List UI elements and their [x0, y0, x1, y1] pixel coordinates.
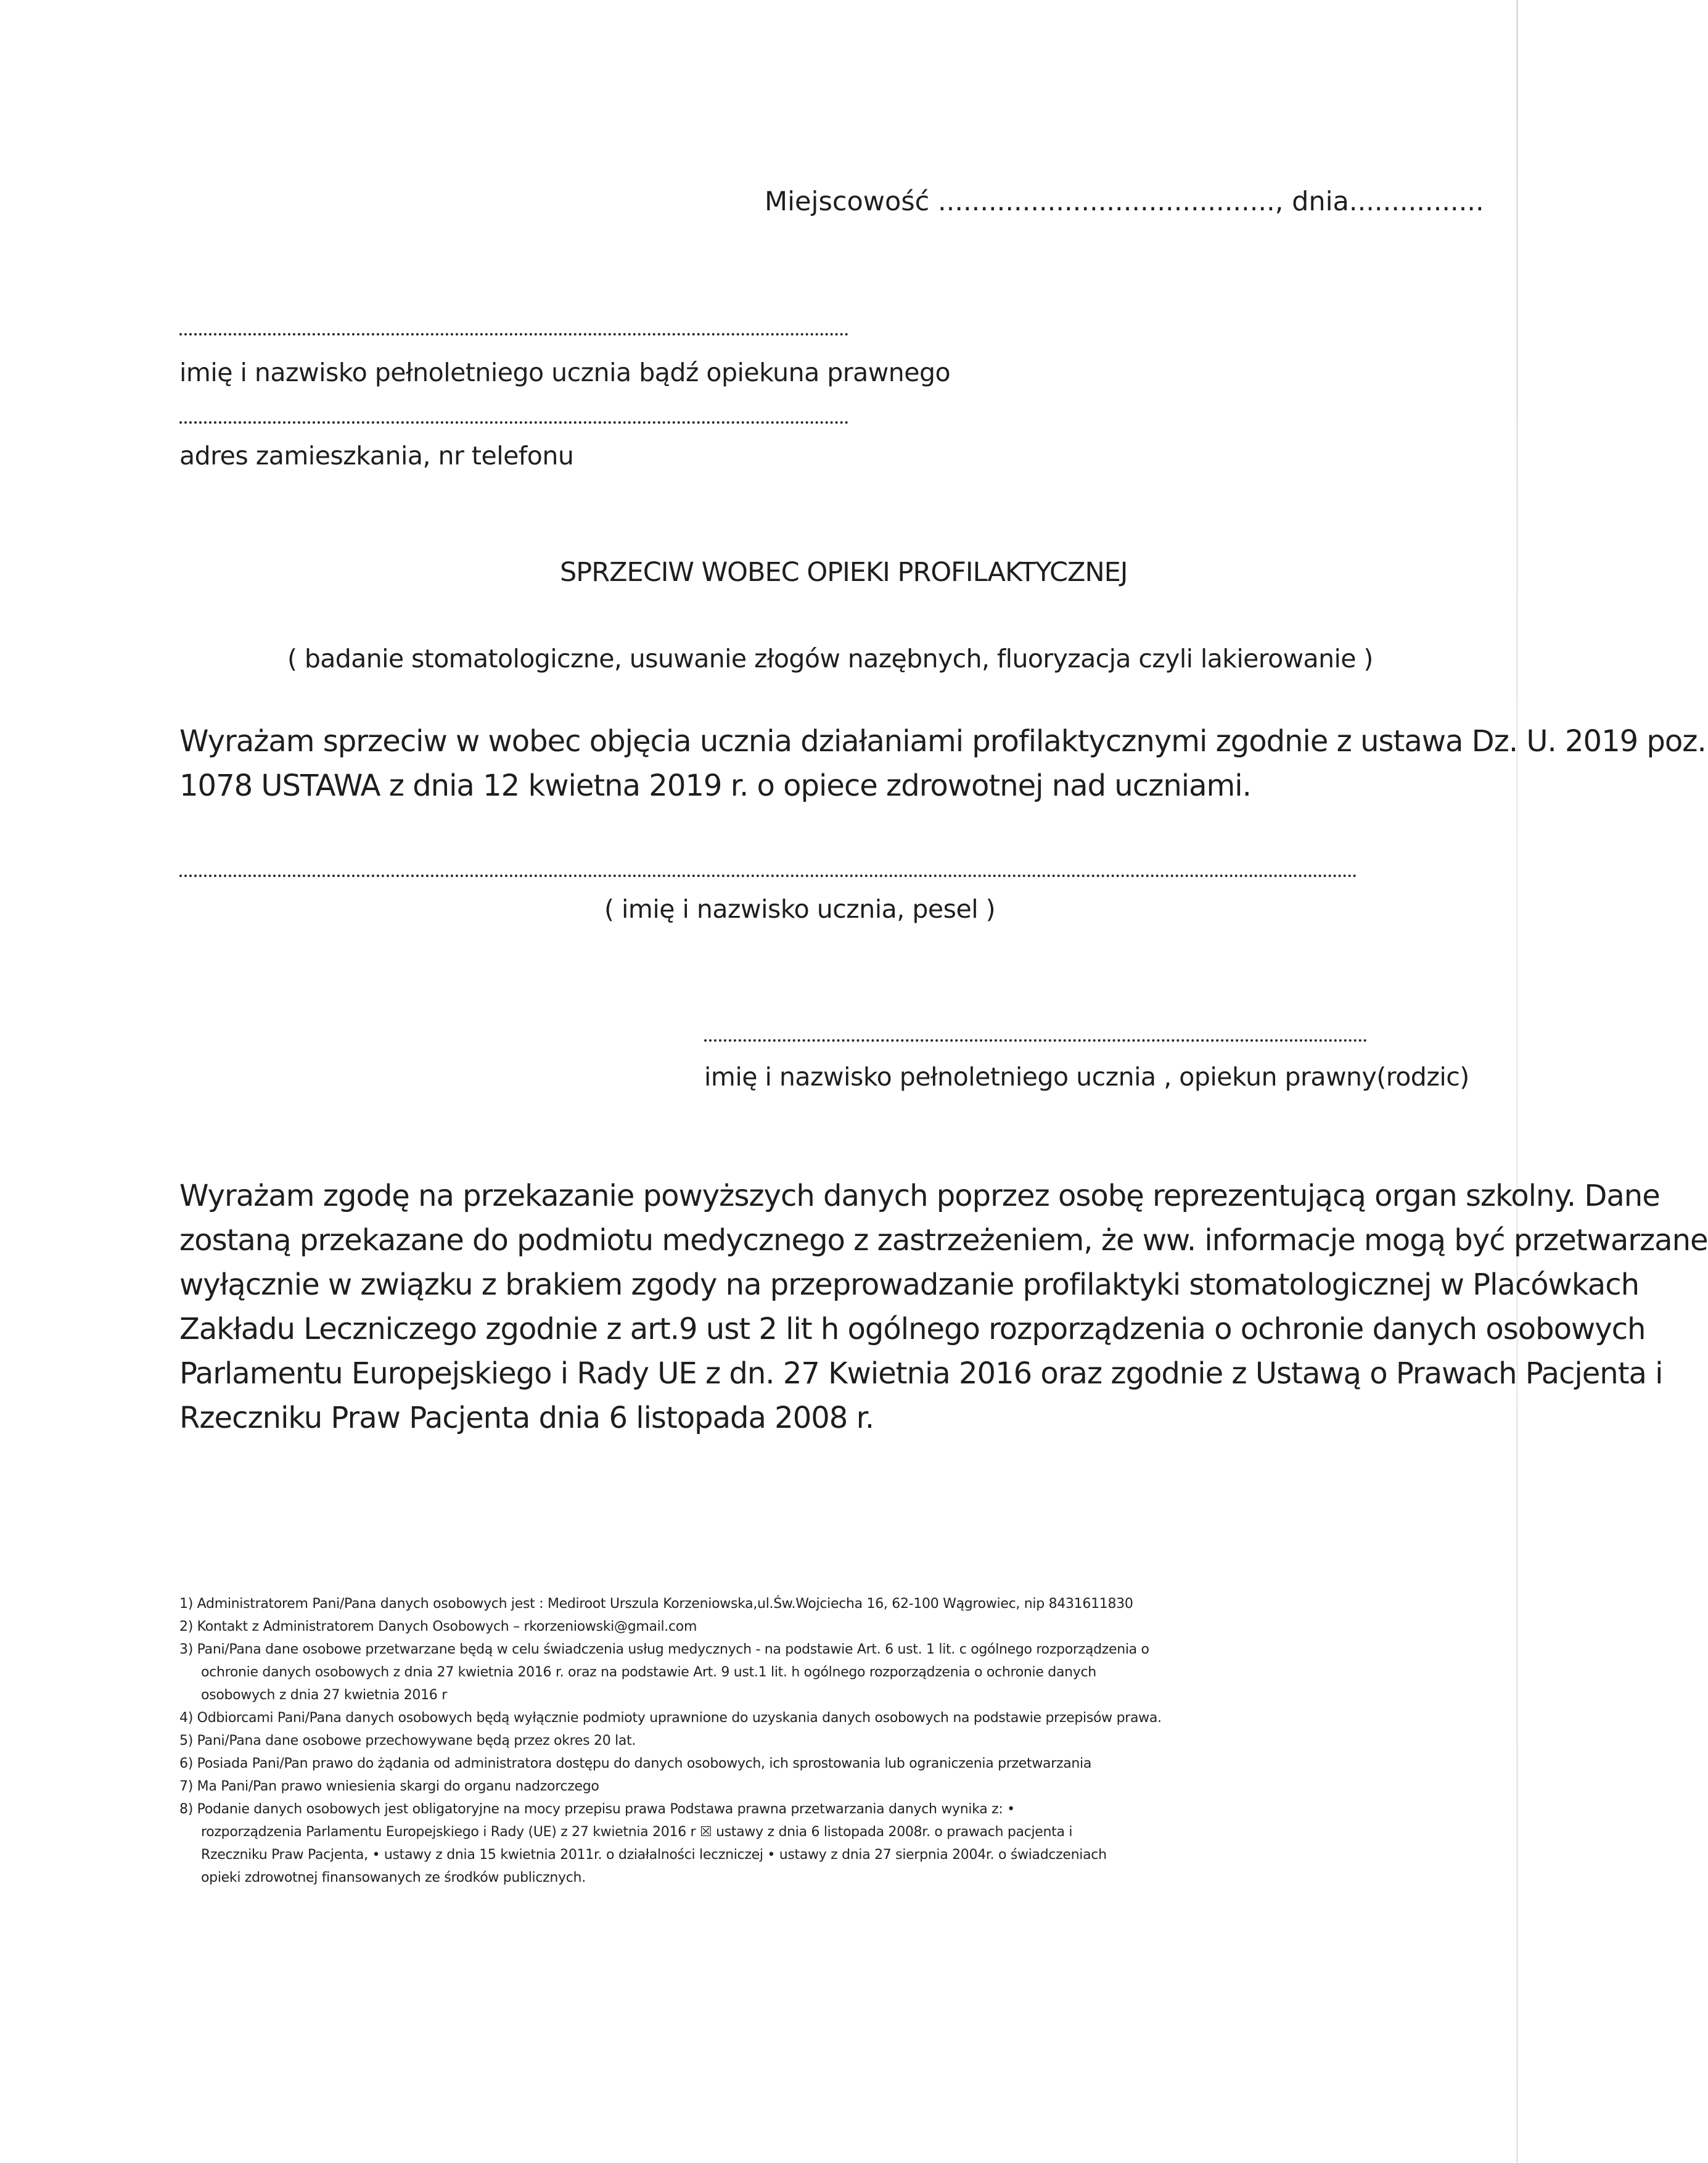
- document-subtitle: ( badanie stomatologiczne, usuwanie złogów nazębnych, fluoryzacja czyli lakierowanie ): [287, 644, 1373, 674]
- footnote-item: 6) Posiada Pani/Pan prawo do żądania od administratora dostępu do danych osobowych, ich sprostowania lub ograniczenia przetwarzania: [179, 1756, 1092, 1771]
- objection-paragraph: [179, 719, 1706, 808]
- footnote-item: 4) Odbiorcami Pani/Pana danych osobowych będą wyłącznie podmioty uprawnione do uzyskania danych osobowych na podstawie przepisów prawa.: [179, 1710, 1162, 1726]
- sender-name-label: imię i nazwisko pełnoletniego ucznia bądź opiekuna prawnego: [179, 358, 951, 387]
- name-fill-line[interactable]: [179, 333, 848, 336]
- signature-label: imię i nazwisko pełnoletniego ucznia , opiekun prawny(rodzic): [704, 1062, 1469, 1092]
- footnote-item: 2) Kontakt z Administratorem Danych Osobowych – rkorzeniowski@gmail.com: [179, 1619, 697, 1634]
- footnote-item: 3) Pani/Pana dane osobowe przetwarzane będą w celu świadczenia usług medycznych - na podstawie Art. 6 ust. 1 lit. c ogólnego rozporządzenia o: [179, 1642, 1149, 1657]
- footnote-continuation: Rzeczniku Praw Pacjenta, • ustawy z dnia 15 kwietnia 2011r. o działalności leczniczej • ustawy z dnia 27 sierpnia 2004r. o świadczeniach: [201, 1847, 1107, 1863]
- gdpr-footnotes: [179, 1592, 1162, 1889]
- consent-line: Parlamentu Europejskiego i Rady UE z dn. 27 Kwietnia 2016 oraz zgodnie z Ustawą o Prawach Pacjenta i: [179, 1356, 1663, 1391]
- footnote-continuation: ochronie danych osobowych z dnia 27 kwietnia 2016 r. oraz na podstawie Art. 9 ust.1 lit. h ogólnego rozporządzenia o ochronie danych: [201, 1665, 1096, 1680]
- document-title: SPRZECIW WOBEC OPIEKI PROFILAKTYCZNEJ: [560, 557, 1128, 588]
- address-fill-line[interactable]: [179, 421, 848, 424]
- footnote-item: 8) Podanie danych osobowych jest obligatoryjne na mocy przepisu prawa Podstawa prawna przetwarzania danych wynika z: •: [179, 1802, 1015, 1817]
- place-date-line: Miejscowość ........................................, dnia................: [765, 186, 1484, 217]
- student-fill-line[interactable]: [179, 875, 1357, 877]
- footnote-item: 5) Pani/Pana dane osobowe przechowywane będą przez okres 20 lat.: [179, 1733, 636, 1749]
- consent-line: Wyrażam zgodę na przekazanie powyższych danych poprzez osobę reprezentującą organ szkolny. Dane: [179, 1179, 1660, 1213]
- objection-line: Wyrażam sprzeciw w wobec objęcia ucznia działaniami profilaktycznymi zgodnie z ustawa Dz. U. 2019 poz.: [179, 724, 1706, 759]
- scan-edge: [1516, 0, 1518, 2163]
- sender-address-label: adres zamieszkania, nr telefonu: [179, 441, 574, 471]
- consent-line: Zakładu Leczniczego zgodnie z art.9 ust 2 lit h ogólnego rozporządzenia o ochronie danych osobowych: [179, 1312, 1646, 1346]
- student-label: ( imię i nazwisko ucznia, pesel ): [604, 894, 996, 924]
- footnote-item: 1) Administratorem Pani/Pana danych osobowych jest : Mediroot Urszula Korzeniowska,ul.Św.Wojciecha 16, 62-100 Wągrowiec, nip 8431611830: [179, 1596, 1133, 1612]
- footnote-continuation: rozporządzenia Parlamentu Europejskiego i Rady (UE) z 27 kwietnia 2016 r ☒ ustawy z dnia 6 listopada 2008r. o prawach pacjenta i: [201, 1824, 1073, 1840]
- signature-fill-line[interactable]: [704, 1039, 1367, 1042]
- consent-line: zostaną przekazane do podmiotu medycznego z zastrzeżeniem, że ww. informacje mogą być przetwarzane: [179, 1223, 1708, 1258]
- consent-paragraph: [179, 1174, 1708, 1440]
- objection-line: 1078 USTAWA z dnia 12 kwietna 2019 r. o opiece zdrowotnej nad uczniami.: [179, 768, 1251, 803]
- footnote-item: 7) Ma Pani/Pan prawo wniesienia skargi do organu nadzorczego: [179, 1779, 599, 1794]
- consent-line: wyłącznie w związku z brakiem zgody na przeprowadzanie profilaktyki stomatologicznej w Placówkach: [179, 1267, 1640, 1302]
- footnote-continuation: osobowych z dnia 27 kwietnia 2016 r: [201, 1687, 447, 1703]
- footnote-continuation: opieki zdrowotnej finansowanych ze środków publicznych.: [201, 1870, 586, 1885]
- consent-line: Rzeczniku Praw Pacjenta dnia 6 listopada 2008 r.: [179, 1401, 874, 1435]
